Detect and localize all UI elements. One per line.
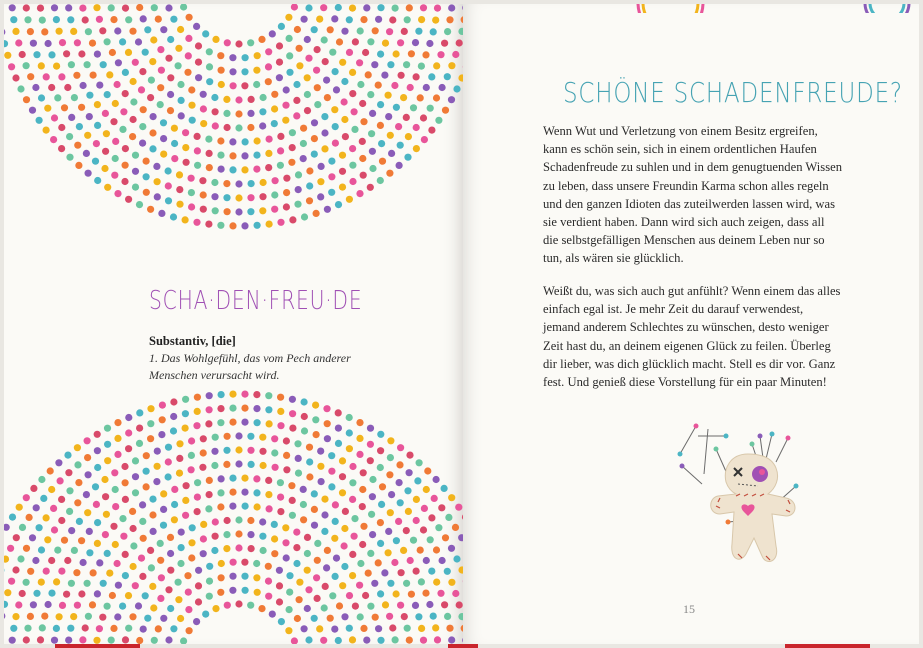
- page-tab-left: [55, 644, 140, 648]
- headword: SCHA·DEN·FREU·DE: [149, 286, 363, 316]
- page-tab-right: [785, 644, 870, 648]
- dot-pattern-bottom: [4, 4, 463, 644]
- definition: 1. Das Wohlgefühl, das vom Pech anderer Menschen verursacht wird.: [149, 351, 351, 382]
- right-page: [463, 4, 919, 644]
- page-tab-center: [448, 644, 478, 648]
- body-paragraph-1: Wenn Wut und Verletzung von einem Besitz ergreifen, kann es schön sein, sich in einem ordentlichen Haufen Schadenfreude zu suhlen und in dem genugtuenden Wissen zu leben, dass unsere Freundin Karma schon alles regeln und den ganzen Idioten das zuteilwerden lassen wird, was sie verdient haben. Dann wird sich auch zeigen, dass all die selbstgefälligen Menschen aus deinem Leben nur so tun, als wären sie glücklich.: [543, 124, 842, 266]
- page-number: 15: [683, 602, 695, 616]
- page-title: SCHÖNE SCHADENFREUDE?: [563, 76, 903, 109]
- part-of-speech: Substantiv, [die]: [149, 334, 236, 348]
- body-paragraph-2: Weißt du, was sich auch gut anfühlt? Wenn einem das alles einfach egal ist. Je mehr Zeit du darauf verwendest, jemand anderem Schlechtes zu wünschen, desto weniger Zeit hast du, an deinem eigenen Glück zu feilen. Überleg dir lieber, was dich glücklich macht. Stell es dir vor. Ganz fest. Und genieß diese Vorstellung für ein paar Minuten!: [543, 284, 841, 390]
- left-page: [4, 4, 463, 644]
- voodoo-doll-icon: [668, 414, 838, 584]
- decorative-arcs: [463, 4, 919, 13]
